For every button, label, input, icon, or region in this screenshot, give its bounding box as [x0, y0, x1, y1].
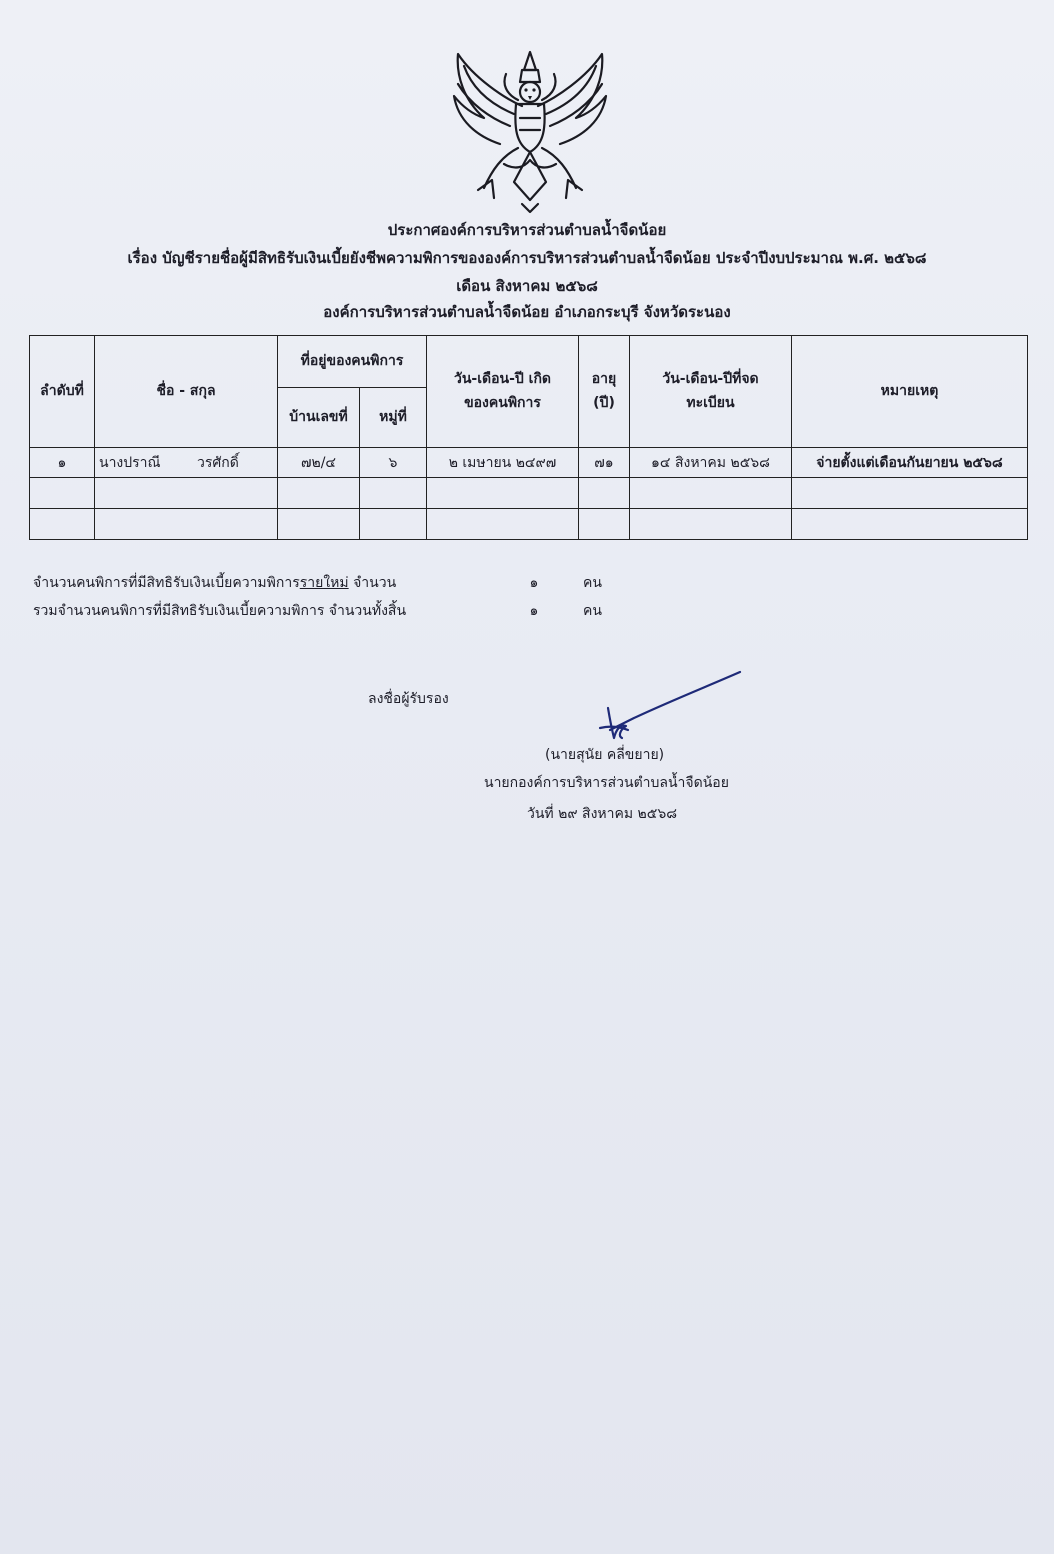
header-age: [579, 336, 630, 448]
signature-icon: [588, 668, 748, 750]
signer-name: (นายสุนัย คลี่ขยาย): [545, 747, 665, 763]
cell-birth-date: ๒ เมษายน ๒๔๙๗: [427, 448, 579, 478]
header-birth-line1: วัน-เดือน-ปี เกิด: [453, 370, 552, 387]
summary-total-unit: คน: [583, 603, 602, 619]
cell-house-no: ๗๒/๔: [278, 448, 360, 478]
header-registration-date: [630, 336, 792, 448]
header-age-line1: อายุ: [591, 370, 617, 387]
cell-remark: จ่ายตั้งแต่เดือนกันยายน ๒๕๖๘: [792, 448, 1028, 478]
table-row-empty: [30, 509, 1028, 540]
summary-new-underlined: รายใหม่: [299, 575, 349, 591]
table-header-row: [30, 336, 1028, 388]
header-remark: หมายเหตุ: [792, 336, 1028, 448]
announcement-month: เดือน สิงหาคม ๒๕๖๘: [456, 277, 598, 295]
announcement-organization: องค์การบริหารส่วนตำบลน้ำจืดน้อย อำเภอกระบุรี จังหวัดระนอง: [323, 303, 731, 321]
header-order: ลำดับที่: [30, 336, 95, 448]
cell-village: ๖: [360, 448, 427, 478]
cell-order: ๑: [30, 448, 95, 478]
cell-last-name: วรศักดิ์: [197, 454, 239, 471]
summary-new-count: ๑: [529, 575, 539, 591]
header-reg-line1: วัน-เดือน-ปีที่จด: [662, 370, 759, 387]
signoff-date: วันที่ ๒๙ สิงหาคม ๒๕๖๘: [527, 806, 678, 822]
beneficiary-table: [29, 335, 1028, 540]
header-birth-line2: ของคนพิการ: [464, 394, 541, 411]
table-row: [30, 448, 1028, 478]
summary-total-count: ๑: [529, 603, 539, 619]
signer-label: ลงชื่อผู้รับรอง: [368, 691, 449, 707]
table-row-empty: [30, 478, 1028, 509]
cell-first-name: นางปราณี: [99, 454, 161, 471]
cell-registration-date: ๑๔ สิงหาคม ๒๕๖๘: [630, 448, 792, 478]
signer-title: นายกองค์การบริหารส่วนตำบลน้ำจืดน้อย: [484, 775, 729, 791]
header-reg-line2: ทะเบียน: [686, 394, 735, 411]
header-address: ที่อยู่ของคนพิการ: [278, 336, 427, 388]
cell-age: ๗๑: [579, 448, 630, 478]
header-house-no: บ้านเลขที่: [278, 388, 360, 448]
announcement-title: ประกาศองค์การบริหารส่วนตำบลน้ำจืดน้อย: [387, 221, 667, 239]
header-name: ชื่อ - สกุล: [95, 336, 278, 448]
summary-total-label: รวมจำนวนคนพิการที่มีสิทธิรับเงินเบี้ยความพิการ จำนวนทั้งสิ้น: [33, 603, 407, 619]
header-age-line2: (ปี): [593, 394, 615, 411]
cell-name: [95, 448, 278, 478]
header-village: หมู่ที่: [360, 388, 427, 448]
announcement-subject: เรื่อง บัญชีรายชื่อผู้มีสิทธิรับเงินเบี้ยยังชีพความพิการขององค์การบริหารส่วนตำบลน้ำจืดน้อย ประจำปีงบประมาณ พ.ศ. ๒๕๖๘: [127, 249, 927, 267]
header-birth-date: [427, 336, 579, 448]
summary-new-label: จำนวนคนพิการที่มีสิทธิรับเงินเบี้ยความพิการรายใหม่ จำนวน: [33, 575, 397, 591]
summary-new-unit: คน: [583, 575, 602, 591]
garuda-emblem-icon: [444, 48, 616, 216]
